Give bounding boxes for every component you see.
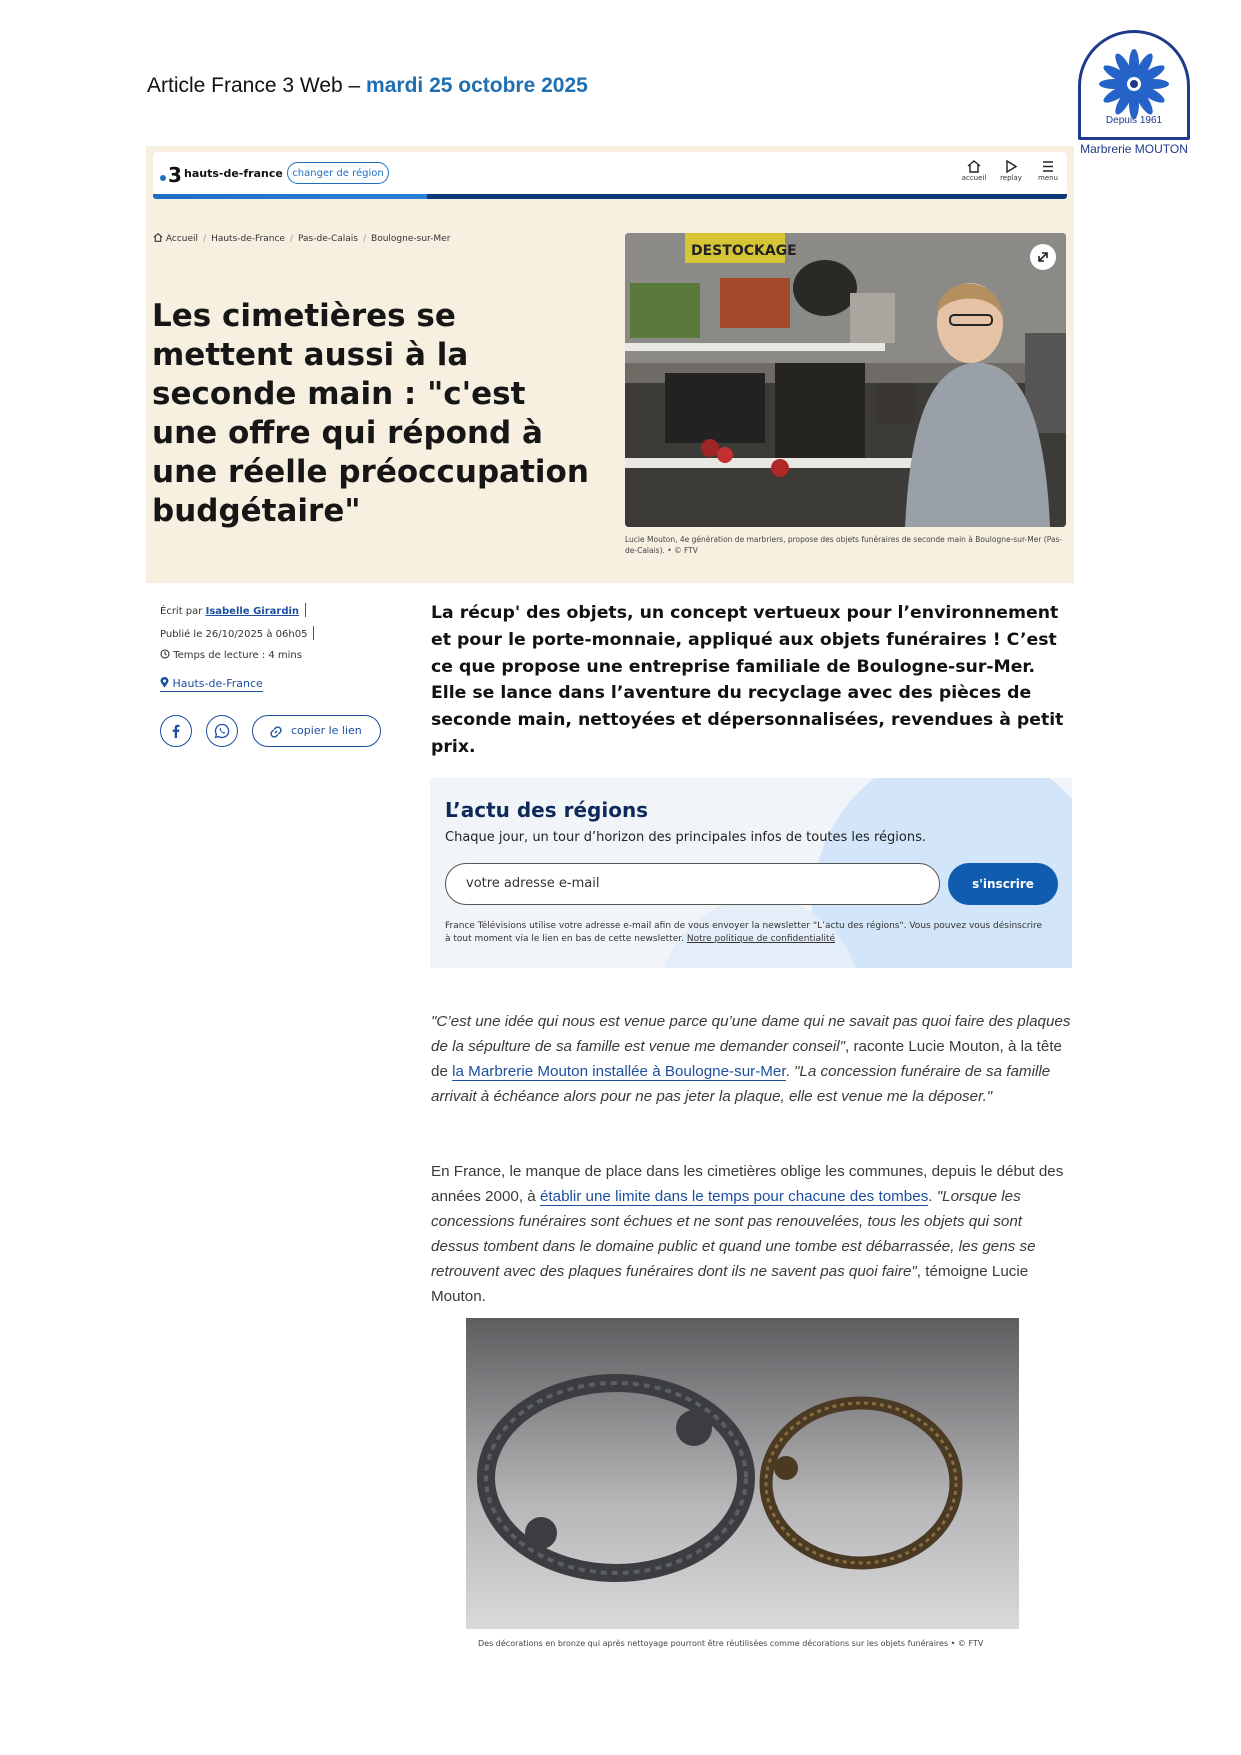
copy-link-button[interactable] [252, 715, 381, 747]
breadcrumb-item[interactable]: Accueil [165, 234, 199, 244]
breadcrumb-item[interactable]: Boulogne-sur-Mer [371, 234, 451, 244]
whatsapp-icon [214, 723, 230, 739]
document-header [147, 74, 588, 98]
article-headline: Les cimetières se mettent aussi à la seconde main : "c'est une offre qui répond à une réelle préoccupation budgétaire" [152, 298, 589, 529]
facebook-share-button[interactable] [160, 715, 192, 747]
reading-time-text: Temps de lecture : 4 mins [173, 650, 302, 661]
article-paragraph-1 [431, 1009, 1071, 1109]
nav-home[interactable] [959, 160, 989, 182]
menu-icon [1041, 160, 1055, 173]
home-icon [153, 233, 163, 242]
logo-region[interactable]: hauts-de-france [184, 167, 283, 180]
location-pin-icon [160, 677, 169, 688]
play-icon [1004, 160, 1018, 173]
copy-link-label: copier le lien [291, 724, 362, 737]
home-icon [967, 160, 981, 173]
hero-photo-illustration [625, 233, 1066, 527]
reading-time [160, 649, 302, 661]
breadcrumb-item[interactable]: Hauts-de-France [211, 234, 285, 244]
brand-since: Depuis 1961 [1105, 115, 1163, 126]
text: , raconte Lucie Mouton, à la tête de [431, 1038, 1062, 1080]
hero-caption: Lucie Mouton, 4e génération de marbriers, propose des objets funéraires de seconde main à Boulogne-sur-Mer (Pas-de-Calais). • © FTV [625, 535, 1063, 555]
document-header-prefix: Article France 3 Web – [147, 74, 367, 97]
region-label: Hauts-de-France [172, 677, 263, 690]
facebook-icon [168, 723, 184, 739]
newsletter-title: L’actu des régions [445, 798, 649, 822]
brand-name: Marbrerie MOUTON [1080, 142, 1188, 156]
region-link[interactable] [160, 677, 263, 692]
nav-menu-label: menu [1038, 174, 1058, 182]
text: , témoigne Lucie Mouton. [431, 1263, 1029, 1305]
hero-photo [625, 233, 1066, 527]
author-line [160, 603, 306, 617]
expand-photo-button[interactable] [1030, 244, 1056, 270]
quote: "La concession funéraire de sa famille arrivait à échéance alors pour ne pas jeter la plaque, elle est venue me la déposer." [431, 1063, 1051, 1105]
link-icon [269, 725, 283, 739]
marbrerie-link[interactable]: la Marbrerie Mouton installée à Boulogne-sur-Mer [452, 1063, 786, 1080]
clock-icon [160, 649, 170, 659]
newsletter-email-input[interactable]: votre adresse e-mail [445, 863, 940, 905]
logo-dot [160, 175, 166, 181]
newsletter-legal [445, 920, 1045, 946]
privacy-policy-link[interactable]: Notre politique de confidentialité [686, 934, 836, 944]
text: . [928, 1188, 937, 1205]
written-by-label: Écrit par [160, 606, 203, 617]
nav-replay-label: replay [1000, 174, 1022, 182]
author-link[interactable]: Isabelle Girardin [205, 606, 300, 617]
newsletter-legal-text: France Télévisions utilise votre adresse e-mail afin de vous envoyer la newsletter "L’actu des régions". Vous pouvez vous désinscrire à tout moment via le lien en bas de cette newsletter. [445, 921, 1043, 944]
whatsapp-share-button[interactable] [206, 715, 238, 747]
published-line [160, 626, 314, 640]
bronze-photo-caption: Des décorations en bronze qui après nettoyage pourront être réutilisées comme décorations sur les objets funéraires • © FTV [478, 1639, 984, 1648]
france3-logo[interactable] [160, 163, 182, 187]
article-lead: La récup' des objets, un concept vertueux pour l’environnement et pour le porte-monnaie, appliqué aux objets funéraires ! C’est ce que propose une entreprise familiale de Boulogne-sur-Mer. Elle se lance dans l’aventure du recyclage avec des pièces de seconde main, nettoyées et dépersonnalisées, revendues à petit prix. [431, 603, 1064, 757]
text: . [785, 1063, 795, 1080]
change-region-button[interactable]: changer de région [287, 162, 389, 184]
nav-home-label: accueil [961, 174, 987, 182]
marbrerie-logo [1078, 30, 1190, 140]
breadcrumb: Accueil / Hauts-de-France / Pas-de-Calais / Boulogne-sur-Mer [153, 233, 450, 244]
flower-icon [1097, 47, 1171, 121]
published-date: Publié le 26/10/2025 à 06h05 [160, 629, 308, 640]
bronze-decorations-photo [466, 1318, 1019, 1629]
text: En France, le manque de place dans les cimetières oblige les communes, depuis le début des années 2000, à [431, 1163, 1064, 1205]
article-paragraph-2 [431, 1159, 1071, 1309]
concession-limit-link[interactable]: établir une limite dans le temps pour chacune des tombes [539, 1188, 929, 1205]
expand-icon [1030, 244, 1056, 270]
document-date: mardi 25 octobre 2025 [366, 74, 588, 97]
quote: "Lorsque les concessions funéraires sont échues et ne sont pas renouvelées, tous les objets qui sont dessus tombent dans le domaine public et quand une tombe est débarrassée, les gens se retrouvent avec des plaques funéraires dont ils ne savent pas quoi faire" [431, 1188, 1036, 1280]
bronze-frames-illustration [466, 1318, 1019, 1629]
navbar-underline [153, 194, 1067, 199]
newsletter-subtitle: Chaque jour, un tour d’horizon des principales infos de toutes les régions. [445, 830, 926, 845]
destockage-sign: DESTOCKAGE [691, 243, 797, 259]
logo-number: 3 [168, 163, 182, 187]
nav-replay[interactable] [996, 160, 1026, 182]
newsletter-subscribe-button[interactable]: s'inscrire [948, 863, 1058, 905]
breadcrumb-item[interactable]: Pas-de-Calais [298, 234, 358, 244]
nav-menu[interactable] [1033, 160, 1063, 182]
quote: "C’est une idée qui nous est venue parce qu’une dame qui ne savait pas quoi faire des plaques de la sépulture de sa famille est venue me demander conseil" [431, 1013, 1071, 1055]
